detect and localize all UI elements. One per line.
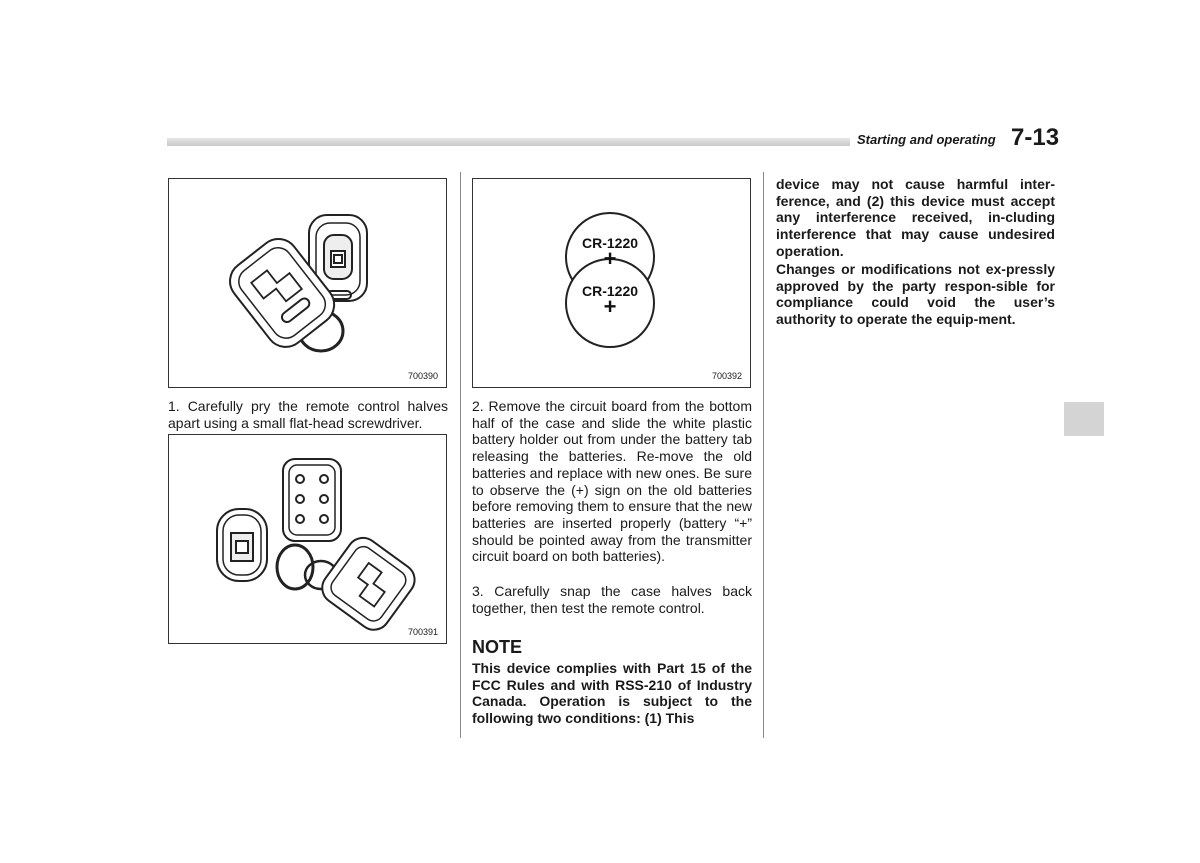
figure-remote-open	[168, 434, 447, 644]
header-rule	[167, 138, 850, 146]
chapter-thumb-tab	[1064, 402, 1104, 436]
step-2-text: 2. Remove the circuit board from the bottom half of the case and slide the white plastic battery holder out from under the battery tab releasing the batteries. Re-move the old batteries and replace with new ones. Be sure to observe the (+) sign on the old batteries before removing them to ensure that the new batteries are inserted properly (battery “+” should be pointed away from the transmitter circuit board on both batteries).	[472, 398, 752, 565]
step-3-text: 3. Carefully snap the case halves back together, then test the remote control.	[472, 583, 752, 616]
battery-label-1: CR-1220	[581, 235, 639, 251]
figure-batteries	[472, 178, 751, 388]
figure-code: 700391	[407, 627, 438, 637]
column-divider-left	[460, 172, 461, 738]
figure-code: 700390	[407, 371, 438, 381]
figure-remote-pry-apart	[168, 178, 447, 388]
column-divider-right	[763, 172, 764, 738]
note-changes-text: Changes or modifications not ex-pressly approved by the party respon-sible for compliance could void the user’s authority to operate the equip-ment.	[776, 261, 1055, 328]
plus-sign-1: +	[603, 246, 617, 271]
note-text: This device complies with Part 15 of the FCC Rules and with RSS-210 of Industry Canada. Operation is subject to the following two conditions: (1) This	[472, 660, 752, 727]
remote-halves-illustration	[169, 179, 448, 389]
battery-illustration	[473, 179, 752, 389]
note-continued-text: device may not cause harmful inter-ference, and (2) this device must accept any interference received, in-cluding interference that may cause undesired operation.	[776, 176, 1055, 259]
note-heading: NOTE	[472, 637, 523, 657]
battery-label-2: CR-1220	[581, 283, 639, 299]
section-title: Starting and operating	[857, 132, 996, 147]
remote-open-illustration	[169, 435, 448, 645]
step-1-text: 1. Carefully pry the remote control halves apart using a small flat-head screwdriver.	[168, 398, 448, 431]
plus-sign-2: +	[603, 294, 617, 319]
page-number: 7-13	[1011, 124, 1060, 151]
figure-code: 700392	[711, 371, 742, 381]
